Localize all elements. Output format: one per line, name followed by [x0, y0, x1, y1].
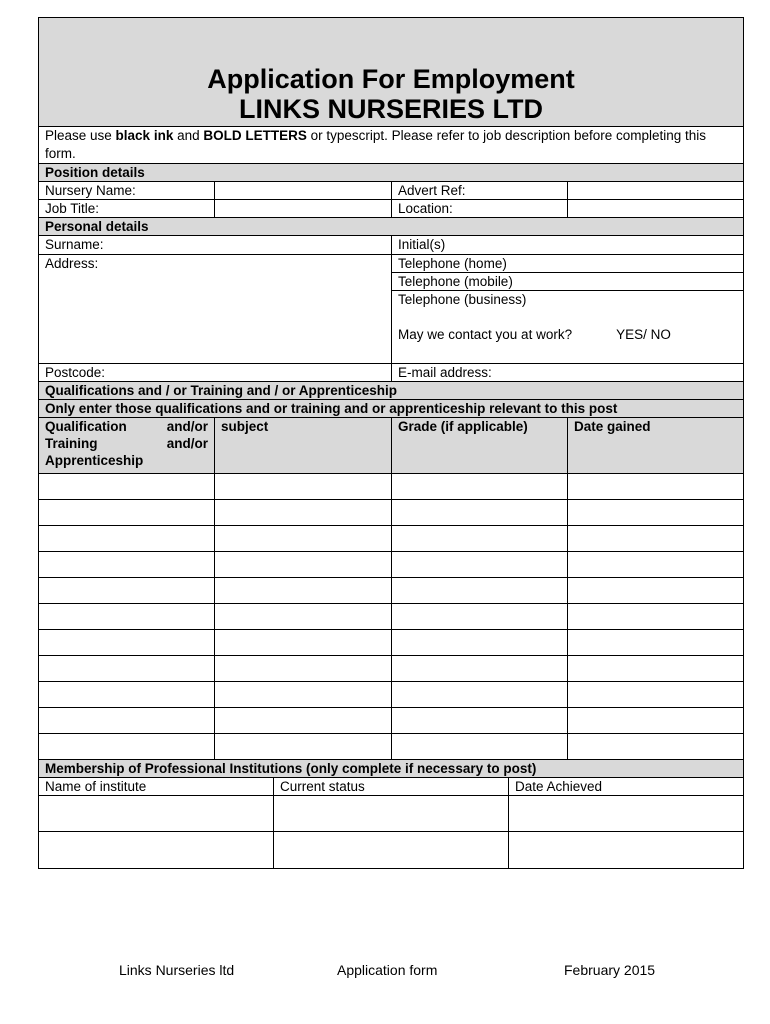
application-form [38, 17, 744, 869]
instructions-text: or typescript. Please refer to job description before completing this form. [45, 128, 707, 161]
qualifications-header-row [39, 418, 743, 474]
date-gained-column-header: Date gained [574, 419, 651, 434]
personal-details-heading: Personal details [39, 218, 743, 236]
qualification-row [39, 734, 743, 760]
instructions-text: Please use [45, 128, 116, 143]
subject-cell[interactable] [215, 630, 392, 655]
status-column-header: Current status [274, 778, 509, 795]
date-gained-cell[interactable] [568, 552, 743, 577]
institute-column-header: Name of institute [39, 778, 274, 795]
form-title: Application For Employment [207, 64, 575, 94]
subject-cell[interactable] [215, 526, 392, 551]
date-gained-cell[interactable] [568, 578, 743, 603]
subject-column-header: subject [215, 418, 392, 473]
subject-cell[interactable] [215, 552, 392, 577]
grade-cell[interactable] [392, 604, 568, 629]
grade-cell[interactable] [392, 708, 568, 733]
qualification-row [39, 578, 743, 604]
status-cell[interactable] [274, 832, 509, 868]
email-field[interactable]: E-mail address: [398, 365, 492, 380]
membership-row [39, 796, 743, 832]
job-title-field[interactable] [215, 200, 392, 217]
qualification-row [39, 474, 743, 500]
yes-no-option[interactable]: YES/ NO [616, 327, 671, 342]
institute-cell[interactable] [39, 796, 274, 831]
subject-cell[interactable] [215, 578, 392, 603]
header-text: and/or [166, 436, 208, 451]
header-text: Qualification [45, 419, 127, 434]
instructions-emphasis-letters: BOLD LETTERS [203, 128, 307, 143]
grade-cell[interactable] [392, 474, 568, 499]
telephone-business-block [392, 291, 743, 364]
header-text: Training [45, 436, 98, 451]
qualification-row [39, 604, 743, 630]
grade-cell[interactable] [392, 682, 568, 707]
date-gained-cell[interactable] [568, 734, 743, 759]
grade-cell[interactable] [392, 656, 568, 681]
qualification-row [39, 682, 743, 708]
qualification-cell[interactable] [39, 552, 215, 577]
telephone-business-field[interactable]: Telephone (business) [398, 292, 527, 307]
qualification-cell[interactable] [39, 526, 215, 551]
qualification-row [39, 656, 743, 682]
qualification-cell[interactable] [39, 656, 215, 681]
date-gained-cell[interactable] [568, 656, 743, 681]
subject-cell[interactable] [215, 682, 392, 707]
telephone-mobile-field[interactable]: Telephone (mobile) [392, 273, 743, 291]
instructions-emphasis-ink: black ink [115, 128, 174, 143]
institute-cell[interactable] [39, 832, 274, 868]
surname-field[interactable]: Surname: [39, 236, 391, 255]
instructions [39, 127, 743, 164]
date-gained-cell[interactable] [568, 526, 743, 551]
personal-right-column [392, 236, 743, 381]
company-name: LINKS NURSERIES LTD [238, 94, 543, 124]
qualification-cell[interactable] [39, 708, 215, 733]
personal-details [39, 236, 743, 382]
header-text: Apprenticeship [45, 453, 144, 468]
form-header [39, 18, 743, 127]
date-achieved-cell[interactable] [509, 832, 743, 868]
grade-cell[interactable] [392, 552, 568, 577]
membership-rows [39, 796, 743, 868]
grade-cell[interactable] [392, 734, 568, 759]
date-gained-cell[interactable] [568, 604, 743, 629]
location-field[interactable] [568, 200, 743, 217]
advert-ref-field[interactable] [568, 182, 743, 199]
date-gained-cell[interactable] [568, 682, 743, 707]
qualification-cell[interactable] [39, 734, 215, 759]
subject-cell[interactable] [215, 734, 392, 759]
telephone-home-field[interactable]: Telephone (home) [392, 255, 743, 273]
membership-heading: Membership of Professional Institutions (only complete if necessary to post) [39, 760, 743, 778]
qualifications-heading: Qualifications and / or Training and / or Apprenticeship [39, 382, 743, 400]
footer-document: Application form [337, 962, 438, 978]
personal-left-column [39, 236, 392, 381]
grade-cell[interactable] [392, 500, 568, 525]
subject-cell[interactable] [215, 604, 392, 629]
nursery-name-field[interactable] [215, 182, 392, 199]
date-gained-cell[interactable] [568, 474, 743, 499]
qualification-row [39, 630, 743, 656]
nursery-name-label: Nursery Name: [39, 182, 215, 199]
footer-date: February 2015 [564, 962, 656, 978]
qualification-cell[interactable] [39, 474, 215, 499]
qualification-cell[interactable] [39, 630, 215, 655]
qualification-row [39, 552, 743, 578]
address-field[interactable]: Address: [39, 255, 391, 364]
initials-field[interactable]: Initial(s) [392, 236, 743, 255]
qualifications-subheading: Only enter those qualifications and or training and or apprenticeship relevant to this post [39, 400, 743, 418]
subject-cell[interactable] [215, 474, 392, 499]
date-gained-cell[interactable] [568, 708, 743, 733]
qualification-cell[interactable] [39, 604, 215, 629]
header-text: and/or [166, 419, 208, 434]
qualification-row [39, 500, 743, 526]
date-gained-cell[interactable] [568, 630, 743, 655]
footer-company: Links Nurseries ltd [119, 962, 235, 978]
advert-ref-label: Advert Ref: [392, 182, 568, 199]
grade-cell[interactable] [392, 578, 568, 603]
qualification-cell[interactable] [39, 682, 215, 707]
subject-cell[interactable] [215, 500, 392, 525]
grade-column-header: Grade (if applicable) [392, 418, 568, 473]
qualification-column-header [39, 418, 215, 473]
contact-at-work-row [398, 326, 737, 343]
job-title-label: Job Title: [39, 200, 215, 217]
location-label: Location: [392, 200, 568, 217]
qualification-row [39, 526, 743, 552]
date-gained-cell[interactable] [568, 500, 743, 525]
date-achieved-column-header: Date Achieved [515, 779, 603, 794]
position-details-heading: Position details [39, 164, 743, 182]
qualification-row [39, 708, 743, 734]
subject-cell[interactable] [215, 708, 392, 733]
date-achieved-cell[interactable] [509, 796, 743, 831]
membership-row [39, 832, 743, 868]
membership-header-row [39, 778, 743, 796]
grade-cell[interactable] [392, 630, 568, 655]
grade-cell[interactable] [392, 526, 568, 551]
qualification-cell[interactable] [39, 578, 215, 603]
subject-cell[interactable] [215, 656, 392, 681]
qualifications-rows [39, 474, 743, 760]
qualification-cell[interactable] [39, 500, 215, 525]
contact-at-work-question: May we contact you at work? [398, 327, 573, 342]
position-row-2 [39, 200, 743, 218]
instructions-text: and [173, 128, 204, 143]
postcode-field[interactable]: Postcode: [45, 365, 106, 380]
status-cell[interactable] [274, 796, 509, 831]
position-row-1 [39, 182, 743, 200]
